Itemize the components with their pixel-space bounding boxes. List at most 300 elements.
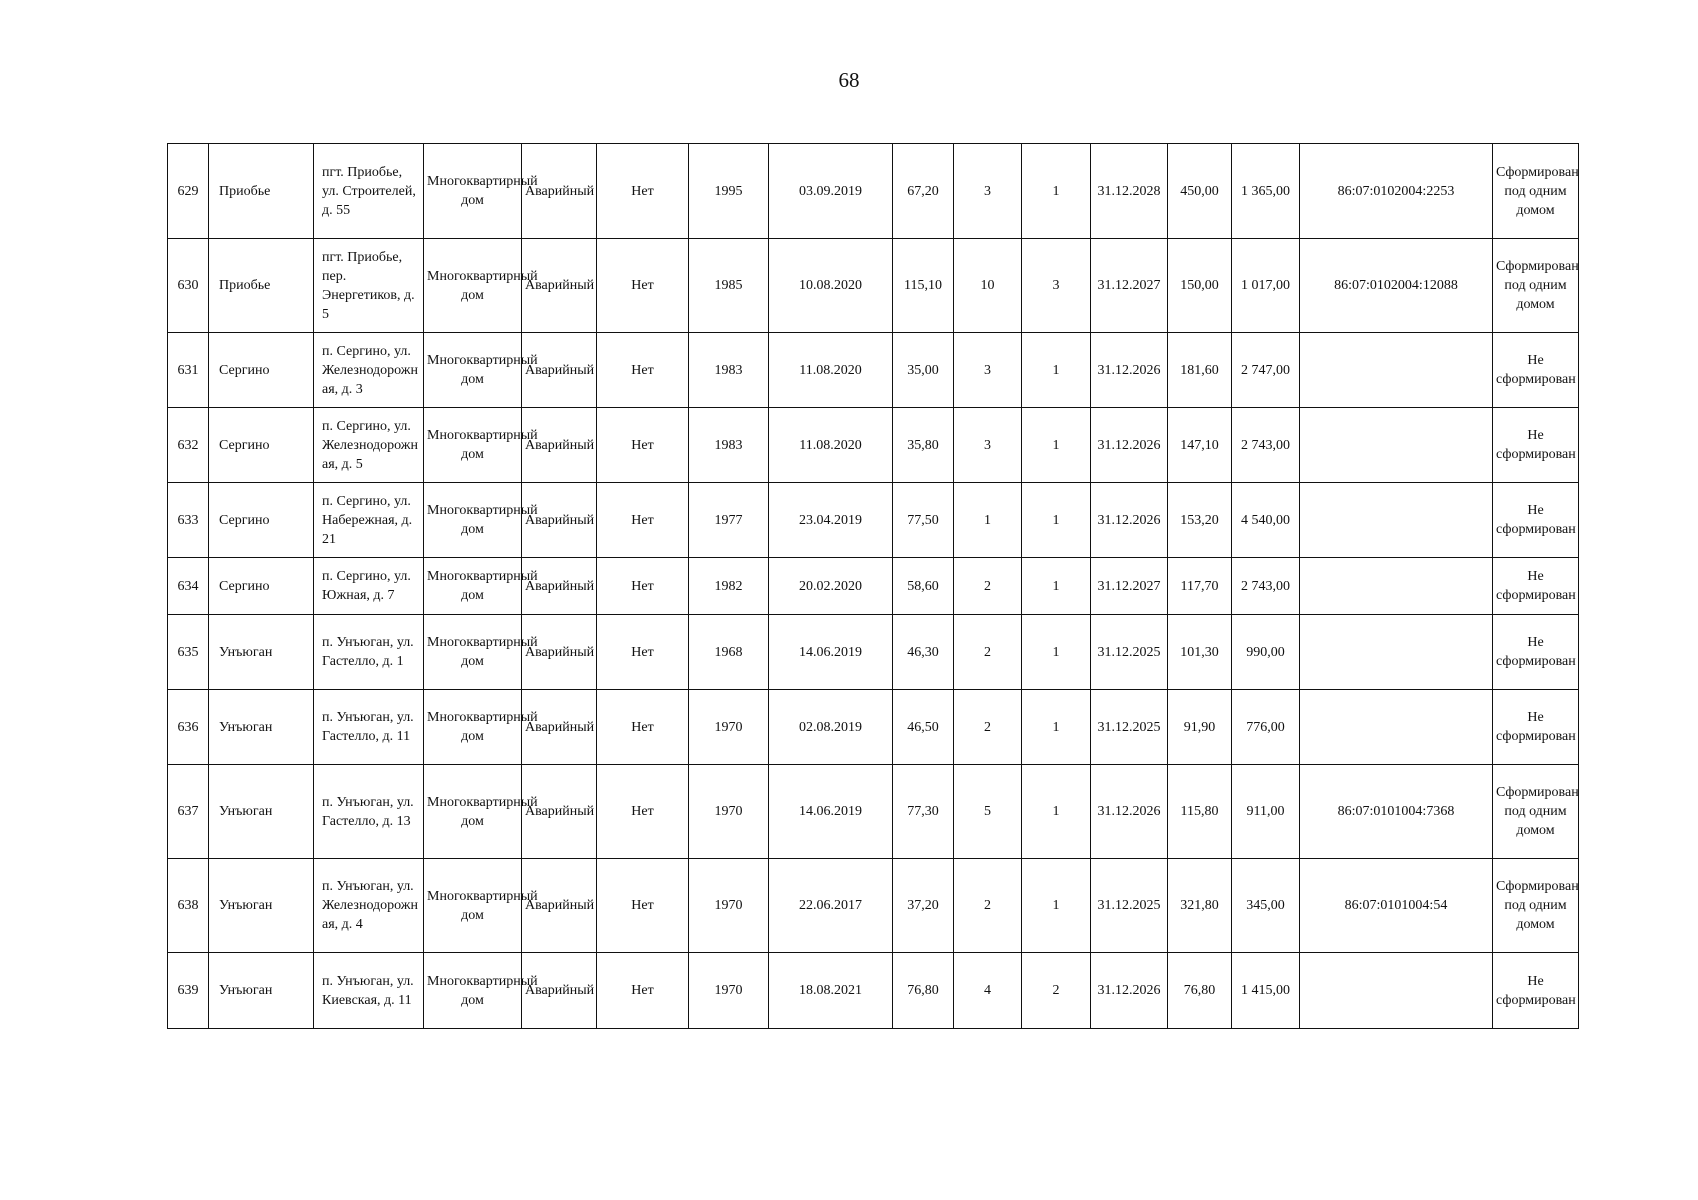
address-cell xyxy=(314,239,424,333)
residents-cell xyxy=(954,859,1022,953)
units-cell xyxy=(1022,859,1091,953)
condition-cell xyxy=(522,483,597,558)
address-cell-text: п. Сергино, ул. Железнодорожная, д. 3 xyxy=(322,343,418,397)
land-area-cell xyxy=(1168,144,1232,239)
residents-cell xyxy=(954,144,1022,239)
deadline-cell xyxy=(1091,333,1168,408)
table-row xyxy=(168,144,1579,239)
settlement-cell xyxy=(209,558,314,615)
land-area-cell-text: 91,90 xyxy=(1183,719,1216,735)
plot-status-cell-text: Не сформирован xyxy=(1496,569,1576,603)
residents-cell xyxy=(954,615,1022,690)
condition-cell xyxy=(522,765,597,859)
settlement-cell xyxy=(209,953,314,1029)
residents-cell-text: 5 xyxy=(984,804,991,819)
settlement-cell xyxy=(209,408,314,483)
condition-cell xyxy=(522,953,597,1029)
cost-cell xyxy=(1232,859,1300,953)
deadline-cell xyxy=(1091,615,1168,690)
recognition-date-cell-text: 18.08.2021 xyxy=(799,983,862,998)
residents-cell xyxy=(954,408,1022,483)
residents-cell-text: 3 xyxy=(984,362,991,378)
land-area-cell xyxy=(1168,333,1232,408)
year-built-cell-text: 1970 xyxy=(714,898,743,913)
area-cell-text: 46,30 xyxy=(907,644,939,660)
building-type-cell-text: Многоквартирный дом xyxy=(427,174,538,208)
flag-cell-text: Нет xyxy=(631,804,654,819)
deadline-cell-text: 31.12.2027 xyxy=(1097,278,1161,293)
units-cell-text: 2 xyxy=(1052,983,1060,998)
cost-cell-text: 1 415,00 xyxy=(1241,983,1290,998)
settlement-cell-text: Сергино xyxy=(219,578,270,594)
area-cell-text: 58,60 xyxy=(907,578,939,594)
flag-cell-text: Нет xyxy=(631,437,654,453)
building-type-cell-text: Многоквартирный дом xyxy=(427,635,538,669)
residents-cell xyxy=(954,690,1022,765)
recognition-date-cell xyxy=(769,144,893,239)
year-built-cell-text: 1970 xyxy=(714,719,743,735)
condition-cell xyxy=(522,690,597,765)
address-cell xyxy=(314,408,424,483)
land-area-cell-text: 115,80 xyxy=(1180,804,1219,819)
row-number-text: 639 xyxy=(177,983,199,998)
settlement-cell-text: Приобье xyxy=(219,278,271,293)
residents-cell-text: 3 xyxy=(984,437,991,453)
condition-cell-text: Аварийный xyxy=(525,183,595,199)
units-cell xyxy=(1022,765,1091,859)
units-cell xyxy=(1022,408,1091,483)
deadline-cell xyxy=(1091,239,1168,333)
building-type-cell-text: Многоквартирный дом xyxy=(427,888,538,923)
land-area-cell-text: 101,30 xyxy=(1180,644,1219,660)
recognition-date-cell-text: 11.08.2020 xyxy=(799,437,862,453)
year-built-cell xyxy=(689,953,769,1029)
address-cell-text: пгт. Приобье, ул. Строителей, д. 55 xyxy=(322,164,416,218)
recognition-date-cell-text: 02.08.2019 xyxy=(799,719,862,735)
settlement-cell-text: Приобье xyxy=(219,183,271,199)
year-built-cell-text: 1970 xyxy=(714,983,743,998)
cadastral-number-cell xyxy=(1300,690,1493,765)
land-area-cell-text: 321,80 xyxy=(1180,898,1219,913)
land-area-cell xyxy=(1168,859,1232,953)
row-number-text: 633 xyxy=(177,512,199,528)
recognition-date-cell xyxy=(769,558,893,615)
address-cell-text: п. Унъюган, ул. Киевская, д. 11 xyxy=(322,973,414,1008)
plot-status-cell xyxy=(1493,765,1579,859)
row-number xyxy=(168,859,209,953)
deadline-cell xyxy=(1091,859,1168,953)
units-cell xyxy=(1022,239,1091,333)
flag-cell xyxy=(597,765,689,859)
deadline-cell-text: 31.12.2027 xyxy=(1097,578,1161,594)
area-cell-text: 35,80 xyxy=(907,437,939,453)
flag-cell xyxy=(597,144,689,239)
settlement-cell-text: Сергино xyxy=(219,362,270,378)
year-built-cell xyxy=(689,558,769,615)
row-number-text: 636 xyxy=(177,719,199,735)
residents-cell xyxy=(954,333,1022,408)
flag-cell-text: Нет xyxy=(631,278,654,293)
area-cell xyxy=(893,615,954,690)
building-type-cell-text: Многоквартирный дом xyxy=(427,268,538,303)
row-number-text: 631 xyxy=(177,362,199,378)
cost-cell xyxy=(1232,953,1300,1029)
settlement-cell xyxy=(209,239,314,333)
row-number-text: 630 xyxy=(177,278,199,293)
condition-cell-text: Аварийный xyxy=(525,512,595,528)
residents-cell xyxy=(954,953,1022,1029)
deadline-cell xyxy=(1091,953,1168,1029)
cost-cell xyxy=(1232,333,1300,408)
condition-cell-text: Аварийный xyxy=(525,644,595,660)
housing-registry-table xyxy=(167,143,1579,1029)
cost-cell-text: 911,00 xyxy=(1246,804,1285,819)
deadline-cell-text: 31.12.2025 xyxy=(1097,719,1161,735)
settlement-cell-text: Унъюган xyxy=(219,719,273,735)
year-built-cell-text: 1977 xyxy=(714,512,743,528)
flag-cell-text: Нет xyxy=(631,898,654,913)
page-number: 68 xyxy=(838,68,860,92)
units-cell xyxy=(1022,144,1091,239)
units-cell-text: 1 xyxy=(1052,512,1060,528)
residents-cell-text: 2 xyxy=(984,719,991,735)
deadline-cell xyxy=(1091,144,1168,239)
deadline-cell-text: 31.12.2026 xyxy=(1097,512,1161,528)
cadastral-number-cell xyxy=(1300,239,1493,333)
recognition-date-cell xyxy=(769,765,893,859)
residents-cell-text: 10 xyxy=(980,278,995,293)
flag-cell-text: Нет xyxy=(631,183,654,199)
condition-cell-text: Аварийный xyxy=(525,278,595,293)
plot-status-cell-text: Сформирован под одним домом xyxy=(1496,879,1579,932)
area-cell xyxy=(893,859,954,953)
row-number-text: 638 xyxy=(177,898,199,913)
deadline-cell xyxy=(1091,690,1168,765)
plot-status-cell-text: Не сформирован xyxy=(1496,635,1576,669)
year-built-cell xyxy=(689,408,769,483)
year-built-cell-text: 1968 xyxy=(714,644,743,660)
year-built-cell-text: 1985 xyxy=(714,278,743,293)
units-cell-text: 1 xyxy=(1052,362,1060,378)
cadastral-number-cell xyxy=(1300,615,1493,690)
area-cell-text: 67,20 xyxy=(907,183,939,199)
row-number xyxy=(168,144,209,239)
plot-status-cell xyxy=(1493,859,1579,953)
row-number xyxy=(168,615,209,690)
cadastral-number-cell xyxy=(1300,408,1493,483)
settlement-cell xyxy=(209,765,314,859)
area-cell xyxy=(893,558,954,615)
year-built-cell xyxy=(689,765,769,859)
address-cell-text: п. Сергино, ул. Южная, д. 7 xyxy=(322,569,411,603)
units-cell-text: 1 xyxy=(1052,644,1060,660)
area-cell-text: 77,50 xyxy=(907,512,939,528)
address-cell xyxy=(314,859,424,953)
units-cell-text: 1 xyxy=(1052,183,1060,199)
units-cell-text: 3 xyxy=(1052,278,1060,293)
condition-cell xyxy=(522,144,597,239)
area-cell-text: 76,80 xyxy=(907,983,939,998)
flag-cell-text: Нет xyxy=(631,719,654,735)
cadastral-number-cell xyxy=(1300,333,1493,408)
land-area-cell xyxy=(1168,483,1232,558)
row-number xyxy=(168,239,209,333)
condition-cell-text: Аварийный xyxy=(525,983,595,998)
recognition-date-cell-text: 23.04.2019 xyxy=(799,512,862,528)
recognition-date-cell-text: 20.02.2020 xyxy=(799,578,862,594)
row-number-text: 635 xyxy=(177,644,199,660)
building-type-cell xyxy=(424,690,538,765)
flag-cell xyxy=(597,558,689,615)
recognition-date-cell-text: 14.06.2019 xyxy=(799,804,862,819)
row-number-text: 634 xyxy=(177,578,199,594)
recognition-date-cell-text: 03.09.2019 xyxy=(799,183,862,199)
deadline-cell xyxy=(1091,765,1168,859)
residents-cell-text: 3 xyxy=(984,183,991,199)
deadline-cell-text: 31.12.2025 xyxy=(1097,644,1161,660)
plot-status-cell xyxy=(1493,483,1579,558)
residents-cell-text: 2 xyxy=(984,898,991,913)
condition-cell xyxy=(522,558,597,615)
flag-cell xyxy=(597,333,689,408)
condition-cell xyxy=(522,333,597,408)
building-type-cell-text: Многоквартирный дом xyxy=(427,973,538,1008)
land-area-cell-text: 117,70 xyxy=(1180,578,1219,594)
year-built-cell-text: 1982 xyxy=(714,578,743,594)
cadastral-number-cell xyxy=(1300,859,1493,953)
cost-cell xyxy=(1232,690,1300,765)
flag-cell xyxy=(597,239,689,333)
building-type-cell xyxy=(424,558,538,615)
land-area-cell xyxy=(1168,408,1232,483)
address-cell xyxy=(314,953,424,1029)
building-type-cell xyxy=(424,859,538,953)
address-cell-text: п. Унъюган, ул. Гастелло, д. 1 xyxy=(322,635,414,669)
recognition-date-cell xyxy=(769,239,893,333)
building-type-cell xyxy=(424,144,538,239)
residents-cell xyxy=(954,558,1022,615)
building-type-cell-text: Многоквартирный дом xyxy=(427,569,538,603)
units-cell-text: 1 xyxy=(1052,578,1060,594)
address-cell-text: п. Унъюган, ул. Железнодорожная, д. 4 xyxy=(322,879,418,932)
row-number-text: 637 xyxy=(177,804,199,819)
settlement-cell-text: Унъюган xyxy=(219,983,273,998)
flag-cell xyxy=(597,953,689,1029)
flag-cell-text: Нет xyxy=(631,512,654,528)
area-cell xyxy=(893,333,954,408)
cost-cell xyxy=(1232,144,1300,239)
building-type-cell-text: Многоквартирный дом xyxy=(427,353,538,387)
deadline-cell-text: 31.12.2025 xyxy=(1097,898,1161,913)
flag-cell xyxy=(597,615,689,690)
area-cell xyxy=(893,765,954,859)
cadastral-number-cell xyxy=(1300,558,1493,615)
address-cell xyxy=(314,144,424,239)
settlement-cell-text: Унъюган xyxy=(219,644,273,660)
condition-cell-text: Аварийный xyxy=(525,578,595,594)
year-built-cell xyxy=(689,615,769,690)
land-area-cell-text: 76,80 xyxy=(1183,983,1216,998)
address-cell-text: пгт. Приобье, пер. Энергетиков, д. 5 xyxy=(322,249,415,322)
cost-cell xyxy=(1232,408,1300,483)
building-type-cell xyxy=(424,483,538,558)
area-cell xyxy=(893,408,954,483)
deadline-cell xyxy=(1091,483,1168,558)
cost-cell-text: 990,00 xyxy=(1246,644,1285,660)
land-area-cell xyxy=(1168,690,1232,765)
cost-cell xyxy=(1232,615,1300,690)
cadastral-number-cell xyxy=(1300,144,1493,239)
row-number-text: 632 xyxy=(177,437,199,453)
recognition-date-cell xyxy=(769,859,893,953)
year-built-cell-text: 1983 xyxy=(714,362,743,378)
recognition-date-cell xyxy=(769,953,893,1029)
residents-cell xyxy=(954,765,1022,859)
settlement-cell-text: Унъюган xyxy=(219,804,273,819)
settlement-cell xyxy=(209,615,314,690)
area-cell xyxy=(893,144,954,239)
row-number xyxy=(168,408,209,483)
flag-cell-text: Нет xyxy=(631,578,654,594)
recognition-date-cell xyxy=(769,333,893,408)
flag-cell xyxy=(597,690,689,765)
cadastral-number-cell xyxy=(1300,765,1493,859)
building-type-cell-text: Многоквартирный дом xyxy=(427,794,538,829)
condition-cell-text: Аварийный xyxy=(525,437,595,453)
condition-cell-text: Аварийный xyxy=(525,898,595,913)
plot-status-cell-text: Не сформирован xyxy=(1496,503,1576,537)
cost-cell-text: 2 747,00 xyxy=(1241,362,1290,378)
deadline-cell-text: 31.12.2028 xyxy=(1097,183,1161,199)
deadline-cell-text: 31.12.2026 xyxy=(1097,362,1161,378)
table-row xyxy=(168,408,1579,483)
cadastral-number-cell-text: 86:07:0102004:2253 xyxy=(1337,183,1455,199)
land-area-cell xyxy=(1168,615,1232,690)
units-cell-text: 1 xyxy=(1052,719,1060,735)
address-cell xyxy=(314,558,424,615)
cost-cell xyxy=(1232,483,1300,558)
plot-status-cell-text: Не сформирован xyxy=(1496,353,1576,387)
recognition-date-cell xyxy=(769,615,893,690)
flag-cell xyxy=(597,408,689,483)
plot-status-cell-text: Сформирован под одним домом xyxy=(1496,164,1579,218)
plot-status-cell-text: Сформирован под одним домом xyxy=(1496,785,1579,838)
table-row xyxy=(168,558,1579,615)
building-type-cell xyxy=(424,239,538,333)
table-row xyxy=(168,859,1579,953)
cost-cell-text: 4 540,00 xyxy=(1241,512,1290,528)
area-cell xyxy=(893,239,954,333)
year-built-cell xyxy=(689,690,769,765)
cadastral-number-cell-text: 86:07:0102004:12088 xyxy=(1334,278,1458,293)
land-area-cell-text: 153,20 xyxy=(1180,512,1219,528)
plot-status-cell xyxy=(1493,690,1579,765)
residents-cell-text: 4 xyxy=(984,983,991,998)
cost-cell-text: 345,00 xyxy=(1246,898,1285,913)
units-cell xyxy=(1022,615,1091,690)
cadastral-number-cell-text: 86:07:0101004:54 xyxy=(1344,898,1448,913)
plot-status-cell xyxy=(1493,239,1579,333)
building-type-cell-text: Многоквартирный дом xyxy=(427,710,538,744)
cost-cell xyxy=(1232,239,1300,333)
building-type-cell xyxy=(424,615,538,690)
table-row xyxy=(168,483,1579,558)
building-type-cell-text: Многоквартирный дом xyxy=(427,428,538,462)
building-type-cell xyxy=(424,408,538,483)
plot-status-cell-text: Не сформирован xyxy=(1496,710,1576,744)
settlement-cell xyxy=(209,144,314,239)
area-cell xyxy=(893,690,954,765)
area-cell-text: 77,30 xyxy=(907,804,939,819)
flag-cell-text: Нет xyxy=(631,644,654,660)
settlement-cell xyxy=(209,690,314,765)
area-cell xyxy=(893,483,954,558)
land-area-cell xyxy=(1168,765,1232,859)
recognition-date-cell-text: 14.06.2019 xyxy=(799,644,862,660)
year-built-cell xyxy=(689,333,769,408)
units-cell xyxy=(1022,953,1091,1029)
plot-status-cell xyxy=(1493,953,1579,1029)
table-row xyxy=(168,953,1579,1029)
plot-status-cell xyxy=(1493,333,1579,408)
table-row xyxy=(168,615,1579,690)
area-cell xyxy=(893,953,954,1029)
cost-cell-text: 2 743,00 xyxy=(1241,437,1290,453)
year-built-cell-text: 1970 xyxy=(714,804,743,819)
year-built-cell xyxy=(689,239,769,333)
area-cell-text: 35,00 xyxy=(907,362,939,378)
plot-status-cell-text: Не сформирован xyxy=(1496,973,1576,1008)
plot-status-cell xyxy=(1493,558,1579,615)
residents-cell-text: 1 xyxy=(984,512,991,528)
residents-cell-text: 2 xyxy=(984,578,991,594)
units-cell xyxy=(1022,690,1091,765)
condition-cell xyxy=(522,859,597,953)
flag-cell-text: Нет xyxy=(631,362,654,378)
recognition-date-cell-text: 10.08.2020 xyxy=(799,278,862,293)
deadline-cell xyxy=(1091,408,1168,483)
flag-cell xyxy=(597,859,689,953)
plot-status-cell xyxy=(1493,615,1579,690)
area-cell-text: 115,10 xyxy=(904,278,942,293)
year-built-cell xyxy=(689,483,769,558)
plot-status-cell xyxy=(1493,408,1579,483)
address-cell xyxy=(314,690,424,765)
row-number xyxy=(168,765,209,859)
table-row xyxy=(168,239,1579,333)
residents-cell-text: 2 xyxy=(984,644,991,660)
area-cell-text: 37,20 xyxy=(907,898,939,913)
address-cell xyxy=(314,333,424,408)
building-type-cell xyxy=(424,333,538,408)
land-area-cell-text: 150,00 xyxy=(1180,278,1219,293)
settlement-cell xyxy=(209,859,314,953)
address-cell-text: п. Унъюган, ул. Гастелло, д. 11 xyxy=(322,710,414,744)
cost-cell-text: 2 743,00 xyxy=(1241,578,1290,594)
condition-cell xyxy=(522,239,597,333)
units-cell-text: 1 xyxy=(1052,804,1060,819)
year-built-cell xyxy=(689,144,769,239)
land-area-cell-text: 147,10 xyxy=(1180,437,1219,453)
recognition-date-cell xyxy=(769,483,893,558)
settlement-cell-text: Сергино xyxy=(219,512,270,528)
year-built-cell-text: 1983 xyxy=(714,437,743,453)
condition-cell xyxy=(522,615,597,690)
address-cell-text: п. Сергино, ул. Железнодорожная, д. 5 xyxy=(322,418,418,472)
table-row xyxy=(168,690,1579,765)
row-number xyxy=(168,558,209,615)
land-area-cell xyxy=(1168,558,1232,615)
